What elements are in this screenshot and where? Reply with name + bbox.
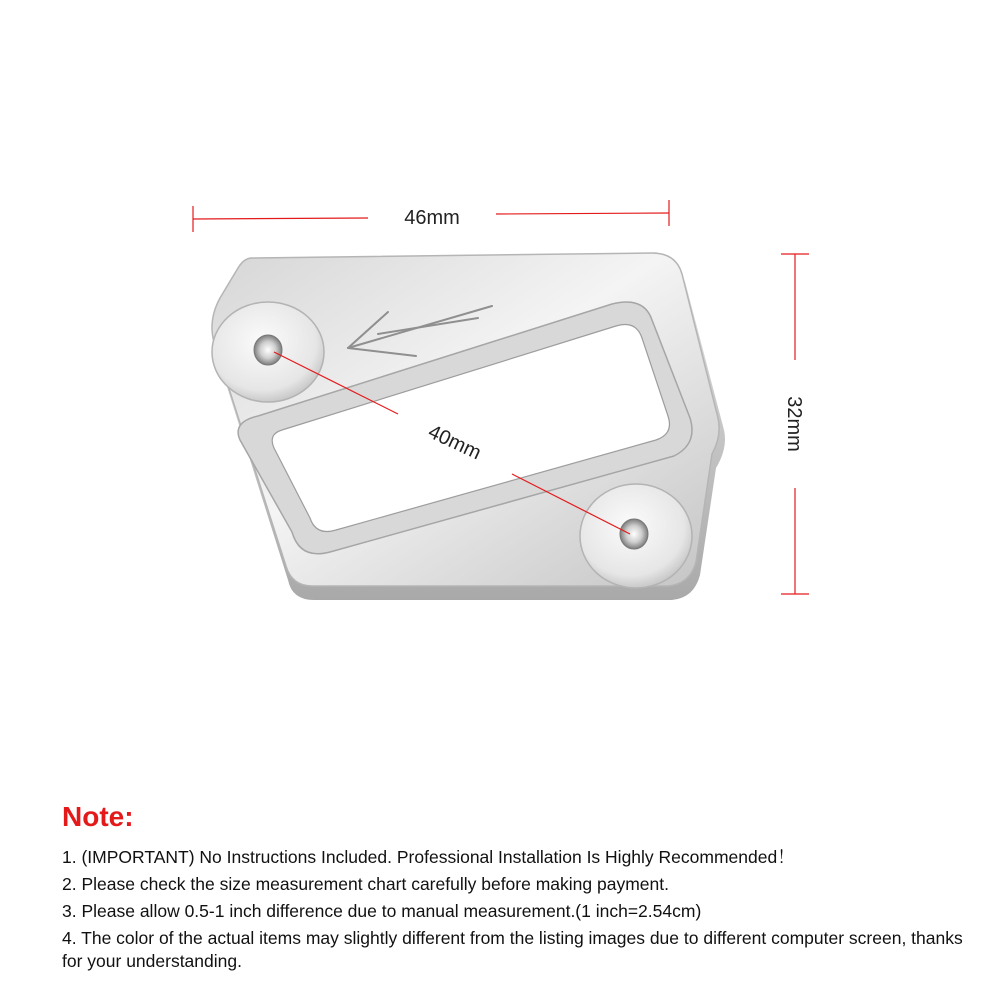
note-item: 2. Please check the size measurement chart carefully before making payment. — [62, 874, 669, 894]
note-title: Note: — [62, 801, 134, 832]
note-item: 3. Please allow 0.5-1 inch difference due to manual measurement.(1 inch=2.54cm) — [62, 901, 702, 921]
width-dimension-label: 46mm — [404, 207, 460, 229]
right-mount-hole — [620, 519, 648, 549]
height-dimension-label: 32mm — [783, 396, 805, 452]
note-list — [62, 846, 974, 977]
note-item: 4. The color of the actual items may slightly different from the listing images due to different computer screen, thanks for your understanding. — [62, 928, 963, 971]
left-mount-hole — [254, 335, 282, 365]
hole-spacing-label: 40mm — [424, 420, 485, 465]
reservoir-cover-plate — [212, 253, 725, 600]
note-item: 1. (IMPORTANT) No Instructions Included. Professional Installation Is Highly Recommended！ — [62, 847, 795, 867]
